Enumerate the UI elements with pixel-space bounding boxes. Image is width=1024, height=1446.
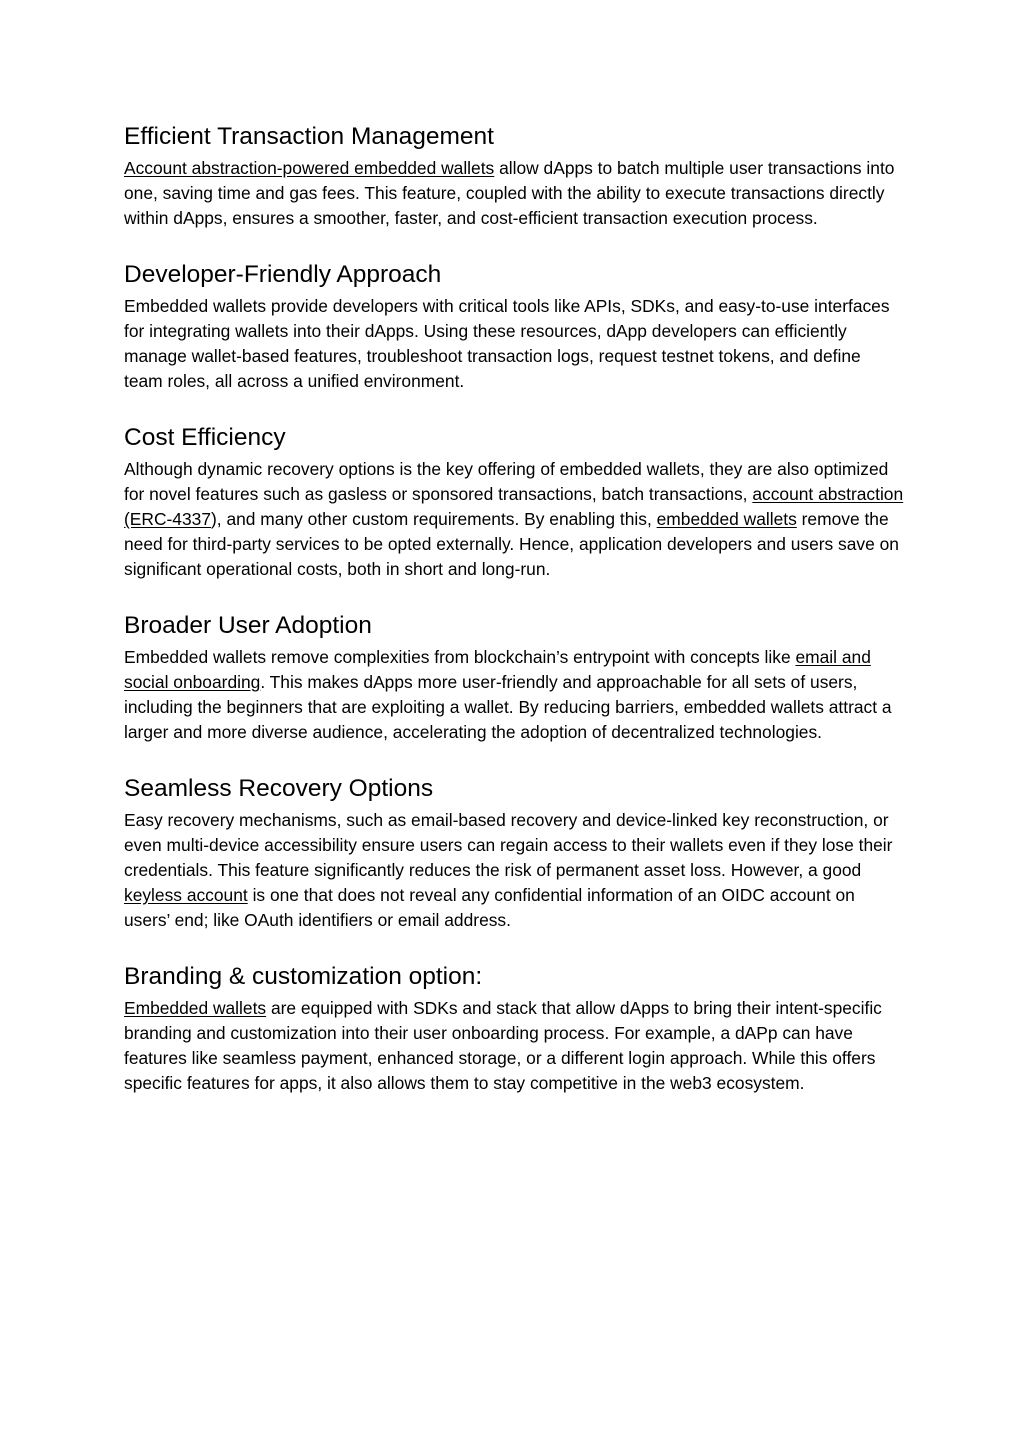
section-heading: Broader User Adoption [124,612,372,639]
section-paragraph: Embedded wallets remove complexities from blockchain’s entrypoint with concepts like email and social onboarding. This makes dApps more user-friendly and approachable for all sets of users, including the beginners that are exploiting a wallet. By reducing barriers, embedded wallets attract a larger and more diverse audience, accelerating the adoption of decentralized technologies. [124,647,892,742]
section-paragraph: Although dynamic recovery options is the key offering of embedded wallets, they are also optimized for novel features such as gasless or sponsored transactions, batch transactions, account abstraction (ERC-4337), and many other custom requirements. By enabling this, embedded wallets remove the need for third-party services to be opted externally. Hence, application developers and users save on significant operational costs, both in short and long-run. [124,459,904,579]
section-heading: Seamless Recovery Options [124,775,434,802]
link-account-abstraction-erc4337[interactable]: account abstraction (ERC-4337 [124,484,904,529]
link-keyless-account[interactable]: keyless account [124,885,248,905]
document-page [124,120,904,1123]
section-heading: Branding & customization option: [124,963,483,990]
section-paragraph: Embedded wallets are equipped with SDKs and stack that allow dApps to bring their intent-specific branding and customization into their user onboarding process. For example, a dAPp can have features like seamless payment, enhanced storage, or a different login approach. While this offers specific features for apps, it also allows them to stay competitive in the web3 ecosystem. [124,998,882,1093]
link-embedded-wallets[interactable]: embedded wallets [656,509,797,529]
section-paragraph: Easy recovery mechanisms, such as email-based recovery and device-linked key reconstruction, or even multi-device accessibility ensure users can regain access to their wallets even if they lose their credentials. This feature significantly reduces the risk of permanent asset loss. However, a good keyless account is one that does not reveal any confidential information of an OIDC account on users’ end; like OAuth identifiers or email address. [124,810,893,930]
section-paragraph: Account abstraction-powered embedded wallets allow dApps to batch multiple user transactions into one, saving time and gas fees. This feature, coupled with the ability to execute transactions directly within dApps, ensures a smoother, faster, and cost-efficient transaction execution process. [124,158,895,228]
link-email-social-onboarding[interactable]: email and social onboarding [124,647,871,692]
link-account-abstraction-embedded-wallets[interactable]: Account abstraction-powered embedded wallets [124,158,495,178]
section-heading: Developer-Friendly Approach [124,261,442,288]
section-paragraph: Embedded wallets provide developers with critical tools like APIs, SDKs, and easy-to-use interfaces for integrating wallets into their dApps. Using these resources, dApp developers can efficiently manage wallet-based features, troubleshoot transaction logs, request testnet tokens, and define team roles, all across a unified environment. [124,296,890,391]
section-heading: Efficient Transaction Management [124,123,494,150]
link-embedded-wallets-branding[interactable]: Embedded wallets [124,998,267,1018]
section-heading: Cost Efficiency [124,424,286,451]
